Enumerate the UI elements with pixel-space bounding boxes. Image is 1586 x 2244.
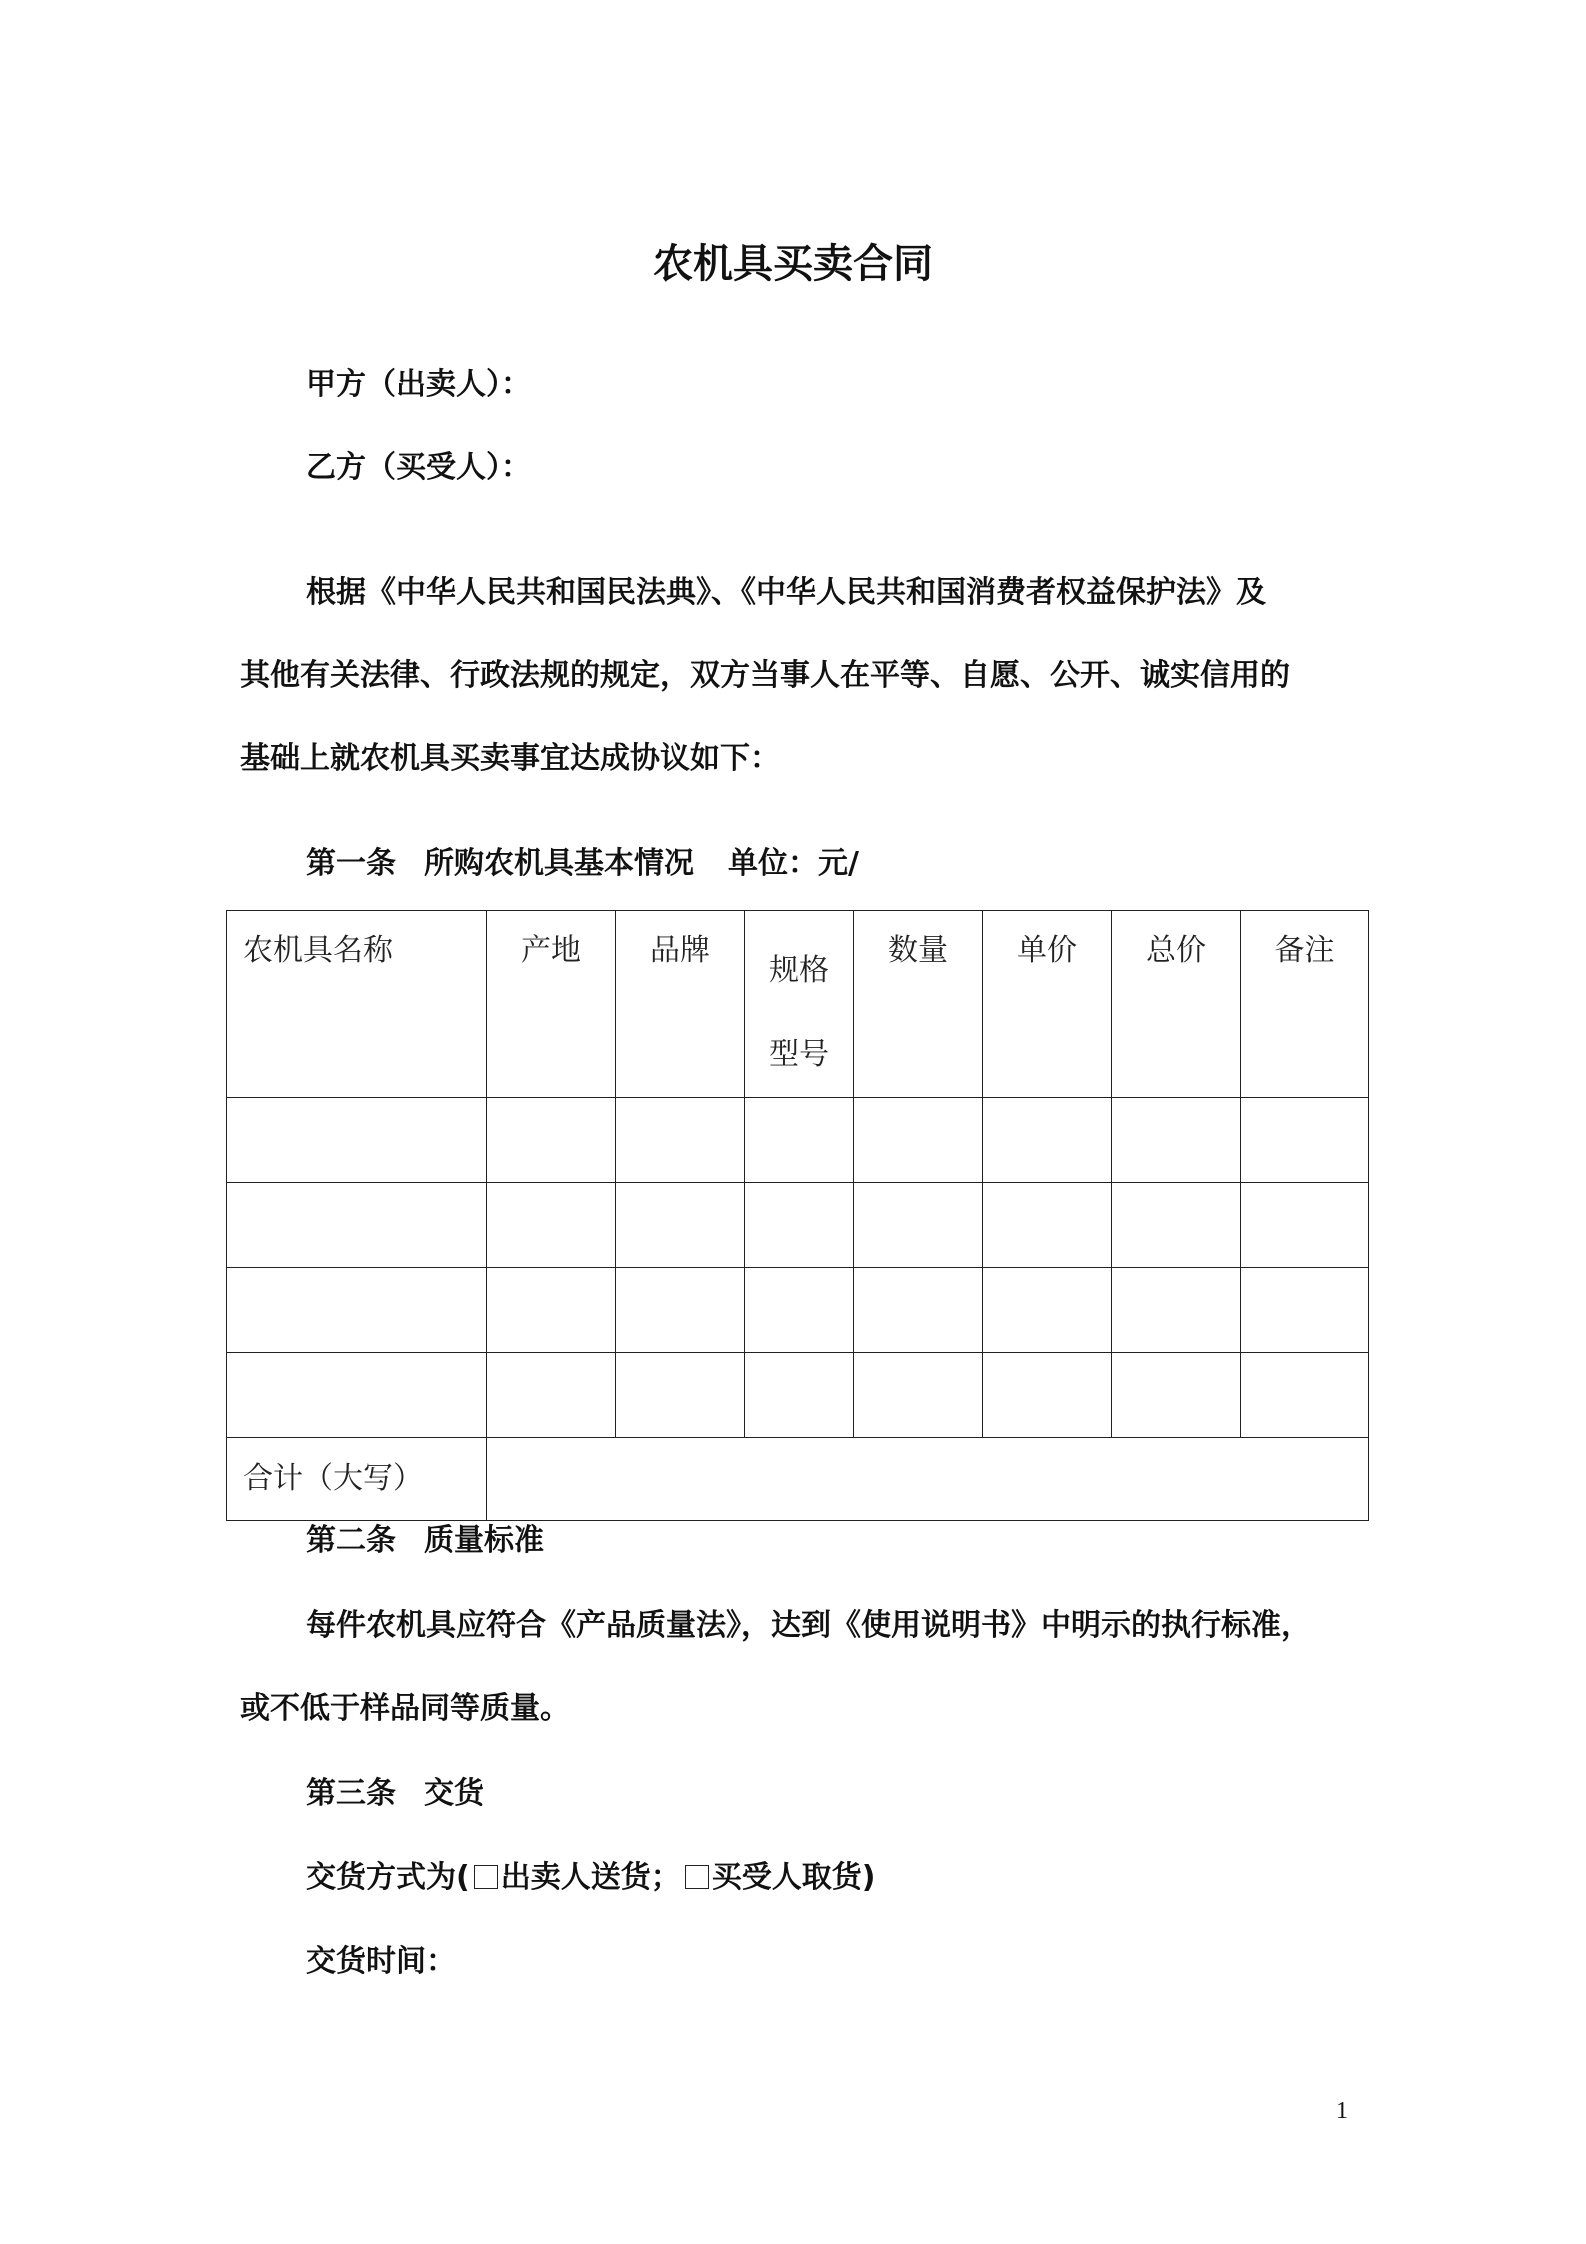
article-2-line-2: 或不低于样品同等质量。 (240, 1691, 570, 1726)
article-3-heading (306, 1772, 484, 1816)
table-cell[interactable] (227, 1268, 487, 1353)
goods-table (226, 910, 1369, 1521)
header-brand: 品牌 (616, 911, 745, 1098)
table-cell[interactable] (745, 1353, 854, 1438)
header-unit-price: 单价 (983, 911, 1112, 1098)
delivery-method (306, 1856, 875, 1900)
header-total-price: 总价 (1112, 911, 1241, 1098)
header-name: 农机具名称 (227, 911, 487, 1098)
table-cell[interactable] (616, 1353, 745, 1438)
article-2-number: 第二条 (306, 1523, 396, 1558)
table-total-row (227, 1438, 1369, 1521)
article-1-number: 第一条 (306, 846, 396, 881)
article-3-title: 交货 (424, 1776, 484, 1811)
article-2-line-1: 每件农机具应符合《产品质量法》，达到《使用说明书》中明示的执行标准， (306, 1608, 1311, 1643)
table-cell[interactable] (1112, 1353, 1241, 1438)
preamble-line-2: 其他有关法律、行政法规的规定，双方当事人在平等、自愿、公开、诚实信用的 (240, 658, 1290, 693)
seller-label: 甲方（出卖人）： (306, 367, 531, 402)
table-cell[interactable] (487, 1183, 616, 1268)
article-2-title: 质量标准 (424, 1523, 544, 1558)
article-2-heading (306, 1519, 544, 1563)
delivery-time-label: 交货时间： (306, 1944, 456, 1979)
article-3-number: 第三条 (306, 1776, 396, 1811)
total-label: 合计（大写） (227, 1438, 487, 1521)
table-cell[interactable] (487, 1268, 616, 1353)
table-cell[interactable] (983, 1098, 1112, 1183)
page-number: 1 (1336, 2098, 1348, 2124)
option-buyer-pickup: 买受人取货) (711, 1860, 876, 1895)
table-cell[interactable] (983, 1268, 1112, 1353)
header-spec (745, 911, 854, 1098)
article-1-title: 所购农机具基本情况 (424, 846, 694, 881)
header-origin: 产地 (487, 911, 616, 1098)
option-seller-delivery: 出卖人送货； (500, 1860, 681, 1895)
table-cell[interactable] (487, 1098, 616, 1183)
checkbox-buyer-pickup[interactable] (685, 1865, 709, 1889)
table-cell[interactable] (1112, 1098, 1241, 1183)
table-cell[interactable] (616, 1098, 745, 1183)
table-cell[interactable] (745, 1268, 854, 1353)
header-quantity: 数量 (854, 911, 983, 1098)
table-cell[interactable] (487, 1353, 616, 1438)
table-row (227, 1098, 1369, 1183)
table-cell[interactable] (1241, 1268, 1369, 1353)
table-cell[interactable] (1112, 1268, 1241, 1353)
article-1-heading (306, 842, 859, 886)
document-title: 农机具买卖合同 (653, 241, 933, 287)
table-row (227, 1353, 1369, 1438)
delivery-method-prefix: 交货方式为( (306, 1860, 470, 1895)
header-remarks: 备注 (1241, 911, 1369, 1098)
table-cell[interactable] (854, 1353, 983, 1438)
header-spec-line-1: 规格 (769, 953, 829, 988)
table-cell[interactable] (854, 1098, 983, 1183)
total-amount-cell[interactable] (487, 1438, 1369, 1521)
preamble-line-3: 基础上就农机具买卖事宜达成协议如下： (240, 741, 780, 776)
table-cell[interactable] (745, 1098, 854, 1183)
table-cell[interactable] (227, 1353, 487, 1438)
article-1-unit: 单位：元/ (728, 846, 859, 881)
table-cell[interactable] (1241, 1183, 1369, 1268)
table-cell[interactable] (616, 1183, 745, 1268)
checkbox-seller-delivery[interactable] (474, 1865, 498, 1889)
preamble-line-1: 根据《中华人民共和国民法典》、《中华人民共和国消费者权益保护法》及 (306, 575, 1266, 610)
table-cell[interactable] (854, 1183, 983, 1268)
table-header-row (227, 911, 1369, 1098)
buyer-label: 乙方（买受人）： (306, 450, 531, 485)
table-cell[interactable] (227, 1183, 487, 1268)
table-cell[interactable] (745, 1183, 854, 1268)
header-spec-line-2: 型号 (769, 1037, 829, 1072)
table-cell[interactable] (616, 1268, 745, 1353)
table-row (227, 1268, 1369, 1353)
table-cell[interactable] (854, 1268, 983, 1353)
table-cell[interactable] (1241, 1098, 1369, 1183)
table-row (227, 1183, 1369, 1268)
table-cell[interactable] (983, 1353, 1112, 1438)
table-cell[interactable] (1112, 1183, 1241, 1268)
table-cell[interactable] (1241, 1353, 1369, 1438)
table-cell[interactable] (227, 1098, 487, 1183)
table-cell[interactable] (983, 1183, 1112, 1268)
